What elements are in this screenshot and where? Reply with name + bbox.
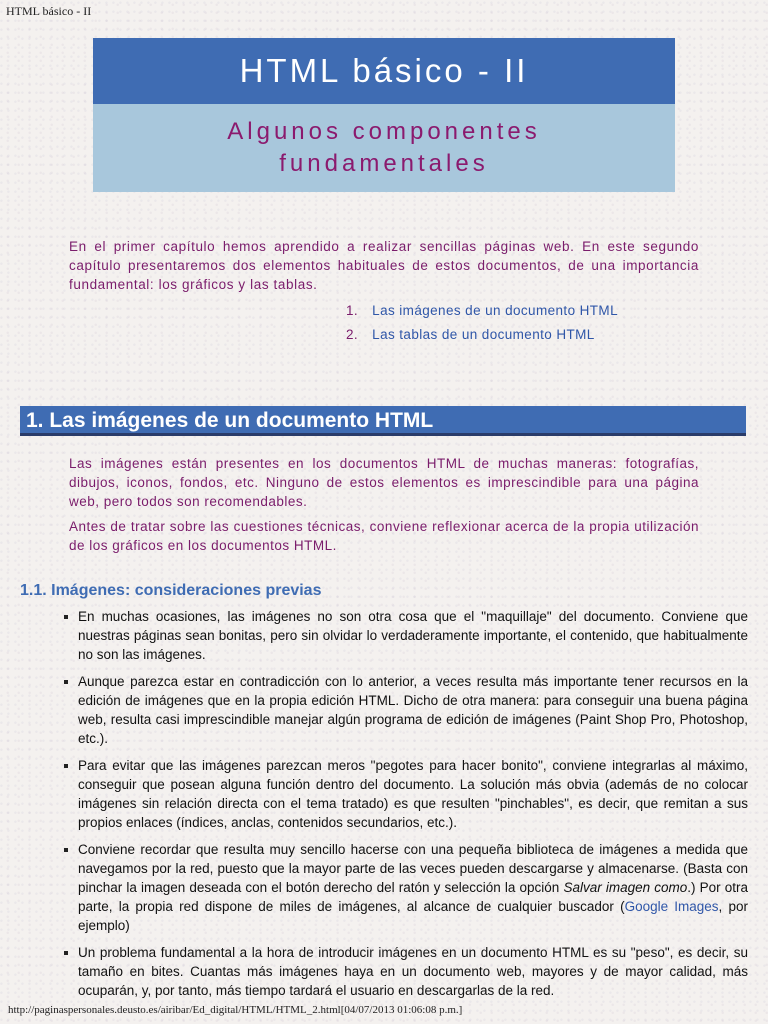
toc-number: 1.: [346, 303, 359, 318]
subsection-heading: 1.1. Imágenes: consideraciones previas: [20, 582, 322, 599]
browser-title: HTML básico - II: [6, 4, 92, 18]
list-item: En muchas ocasiones, las imágenes no son otra cosa que el "maquillaje" del documento. Conviene que nuestras páginas sean bonitas, pero sin olvidar lo verdaderamente importante, el contenido, que habitualmente no son las imágenes.: [62, 607, 748, 664]
bullet-text: , por ejemplo): [78, 899, 748, 933]
page-subtitle: [93, 104, 675, 192]
subtitle-line-2: fundamentales: [279, 150, 489, 177]
section-heading: 1. Las imágenes de un documento HTML: [20, 406, 746, 436]
section-paragraph-1: Las imágenes están presentes en los documentos HTML de muchas maneras: fotografías, dibujos, iconos, fondos, etc. Ninguno de estos elementos es imprescindible para una página web, pero todos son recomendables.: [69, 456, 699, 509]
bullet-emphasis: Salvar imagen como: [563, 880, 688, 895]
toc-link-images[interactable]: Las imágenes de un documento HTML: [372, 303, 618, 318]
page-header: [93, 38, 675, 192]
page-title: HTML básico - II: [93, 38, 675, 104]
toc-item-tables: [346, 324, 618, 348]
bullet-text: Conviene recordar que resulta muy sencillo hacerse con una pequeña biblioteca de imágenes a medida que navegamos por la red, puesto que la mayor parte de las veces pueden descargarse y almacenarse. (Basta con pinchar la imagen deseada con el botón derecho del ratón y selección la opción: [78, 842, 748, 895]
bullet-text: .) Por otra parte, la propia red dispone de miles de imágenes, al alcance de cualquier buscador (: [78, 880, 748, 914]
list-item: Para evitar que las imágenes parezcan meros "pegotes para hacer bonito", conviene integrarlas al máximo, conseguir que posean alguna función dentro del documento. La solución más obvia (además de no colocar imágenes sin relación directa con el tema tratado) es que resulten "pinchables", es decir, que remitan a sus propios enlaces (índices, anclas, contenidos secundarios, etc.).: [62, 756, 748, 832]
toc-item-images: [346, 300, 618, 324]
google-images-link[interactable]: Google Images: [624, 899, 719, 914]
toc-number: 2.: [346, 327, 359, 342]
table-of-contents: [346, 300, 618, 348]
toc-link-tables[interactable]: Las tablas de un documento HTML: [372, 327, 595, 342]
list-item: [62, 840, 748, 935]
page-url-footer: http://paginaspersonales.deusto.es/airibar/Ed_digital/HTML/HTML_2.html[04/07/2013 01:06:08 p.m.]: [8, 1004, 463, 1016]
subtitle-line-1: Algunos componentes: [227, 118, 541, 145]
section-paragraph-2: Antes de tratar sobre las cuestiones técnicas, conviene reflexionar acerca de la propia utilización de los gráficos en los documentos HTML.: [69, 519, 699, 553]
bullet-list: [62, 607, 748, 1008]
intro-paragraph: En el primer capítulo hemos aprendido a realizar sencillas páginas web. En este segundo capítulo presentaremos dos elementos habituales de estos documentos, de una importancia fundamental: los gráficos y las tablas.: [69, 239, 699, 292]
list-item: Aunque parezca estar en contradicción con lo anterior, a veces resulta más importante tener recursos en la edición de imágenes que en la propia edición HTML. Dicho de otra manera: para conseguir una buena página web, resulta casi imprescindible manejar algún programa de edición de imágenes (Paint Shop Pro, Photoshop, etc.).: [62, 672, 748, 748]
list-item: Un problema fundamental a la hora de introducir imágenes en un documento HTML es su "peso", es decir, su tamaño en bites. Cuantas más imágenes haya en un documento web, mayores y de mayor calidad, más ocuparán, y, por tanto, más tiempo tardará el usuario en descargarlas de la red.: [62, 943, 748, 1000]
